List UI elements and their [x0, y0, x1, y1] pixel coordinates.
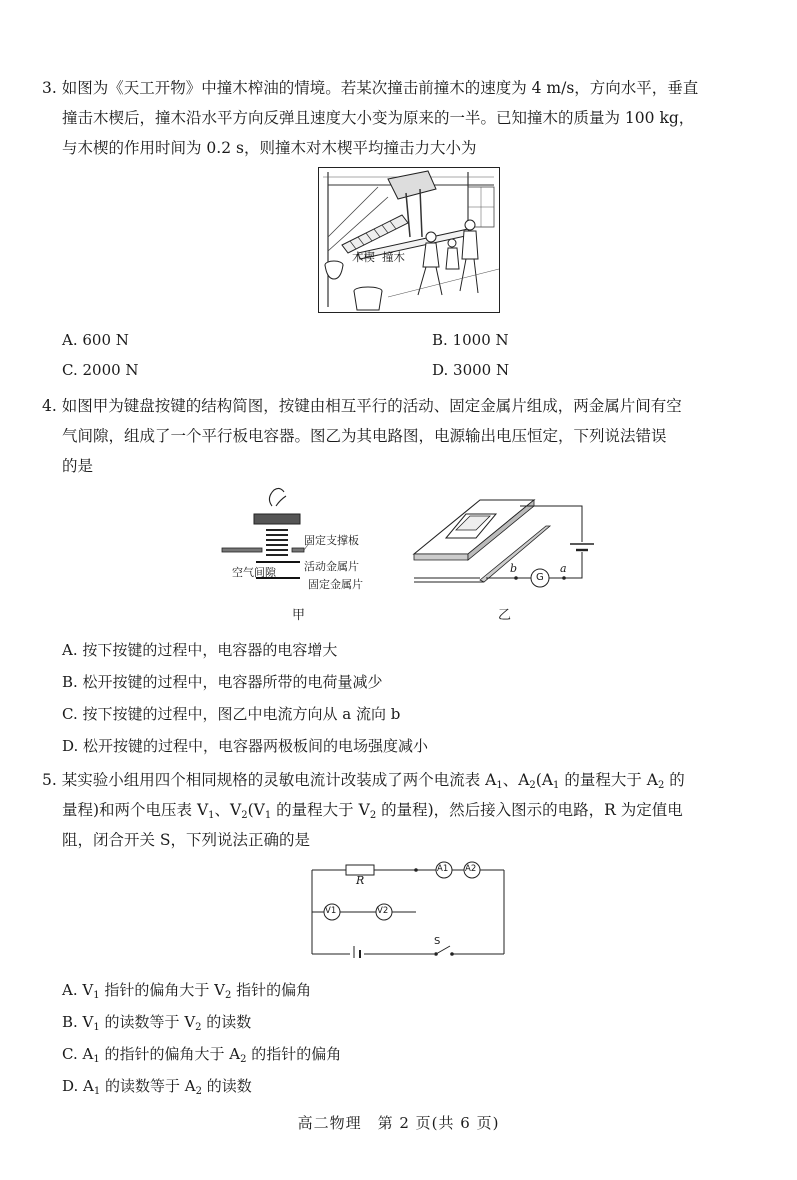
q3-line-2: 撞击木楔后，撞木沿水平方向反弹且速度大小变为原来的一半。已知撞木的质量为 100 kg，	[62, 109, 695, 127]
label-fixed-metal-sheet: 固定金属片	[308, 578, 363, 591]
q4-line-3: 的是	[62, 457, 94, 475]
q3-option-a[interactable]: A. 600 N	[62, 331, 129, 349]
point-b-label: b	[510, 562, 518, 575]
resistor-r-label: R	[356, 874, 365, 887]
q3-option-d[interactable]: D. 3000 N	[432, 361, 510, 379]
voltmeter-v2-label: V2	[377, 906, 389, 916]
q4-line-2: 气间隙，组成了一个平行板电容器。图乙为其电路图，电源输出电压恒定，下列说法错误	[62, 427, 667, 445]
q5-line-1: 5. 某实验小组用四个相同规格的灵敏电流计改装成了两个电流表 $A_1$、$A_2(A_1$ 的量程大于 $A_2$ 的	[42, 771, 685, 791]
voltmeter-v1-label: V1	[325, 906, 337, 916]
q4-option-d[interactable]: D. 松开按键的过程中，电容器两极板间的电场强度减小	[62, 737, 429, 755]
q3-option-c[interactable]: C. 2000 N	[62, 361, 139, 379]
caption-jia: 甲	[292, 608, 306, 623]
q3-label-wedge: 木楔	[352, 250, 375, 264]
q3-figure-oil-press	[318, 167, 500, 313]
oil-press-illustration	[318, 167, 500, 313]
q5-option-d[interactable]: D. $A_1$ 的读数等于 $A_2$ 的读数	[62, 1077, 252, 1097]
q5-option-c[interactable]: C. $A_1$ 的指针的偏角大于 $A_2$ 的指针的偏角	[62, 1045, 342, 1065]
ammeter-a2-label: A2	[465, 864, 477, 874]
q3-label-ram: 撞木	[382, 250, 405, 264]
q4-figure-jia	[220, 484, 380, 623]
q5-option-b[interactable]: B. $V_1$ 的读数等于 $V_2$ 的读数	[62, 1013, 252, 1033]
q3-option-b[interactable]: B. 1000 N	[432, 331, 509, 349]
capacitor-circuit	[410, 490, 610, 590]
caption-yi: 乙	[498, 608, 512, 623]
q4-option-b[interactable]: B. 松开按键的过程中，电容器所带的电荷量减少	[62, 673, 383, 691]
q4-option-c[interactable]: C. 按下按键的过程中，图乙中电流方向从 a 流向 b	[62, 705, 401, 723]
point-a-label: a	[560, 562, 567, 575]
label-fixed-support-plate: 固定支撑板	[304, 534, 359, 547]
ammeter-a1-label: A1	[437, 864, 449, 874]
q4-option-a[interactable]: A. 按下按键的过程中，电容器的电容增大	[62, 641, 338, 659]
page-footer: 高二物理 第 2 页(共 6 页)	[297, 1114, 500, 1132]
q4-figure-yi	[410, 490, 610, 622]
galvanometer-icon-label: G	[536, 572, 544, 583]
q5-line-3: 阻，闭合开关 S，下列说法正确的是	[62, 831, 311, 849]
label-movable-metal-sheet: 活动金属片	[304, 560, 359, 573]
label-air-gap: 空气间隙	[232, 566, 276, 579]
q5-option-a[interactable]: A. $V_1$ 指针的偏角大于 $V_2$ 指针的偏角	[62, 981, 312, 1001]
q5-line-2: 量程)和两个电压表 $V_1$、$V_2(V_1$ 的量程大于 $V_2$ 的量程)，然后接入图示的电路，R 为定值电	[62, 801, 683, 821]
q5-figure-circuit	[300, 858, 512, 962]
q3-line-1: 3. 如图为《天工开物》中撞木榨油的情境。若某次撞击前撞木的速度为 4 m/s，方向水平，垂直	[42, 79, 699, 97]
switch-s-label: S	[434, 936, 441, 947]
q4-line-1: 4. 如图甲为键盘按键的结构简图，按键由相互平行的活动、固定金属片组成，两金属片间有空	[42, 397, 682, 415]
q3-line-3: 与木楔的作用时间为 0.2 s，则撞木对木楔平均撞击力大小为	[62, 139, 477, 157]
